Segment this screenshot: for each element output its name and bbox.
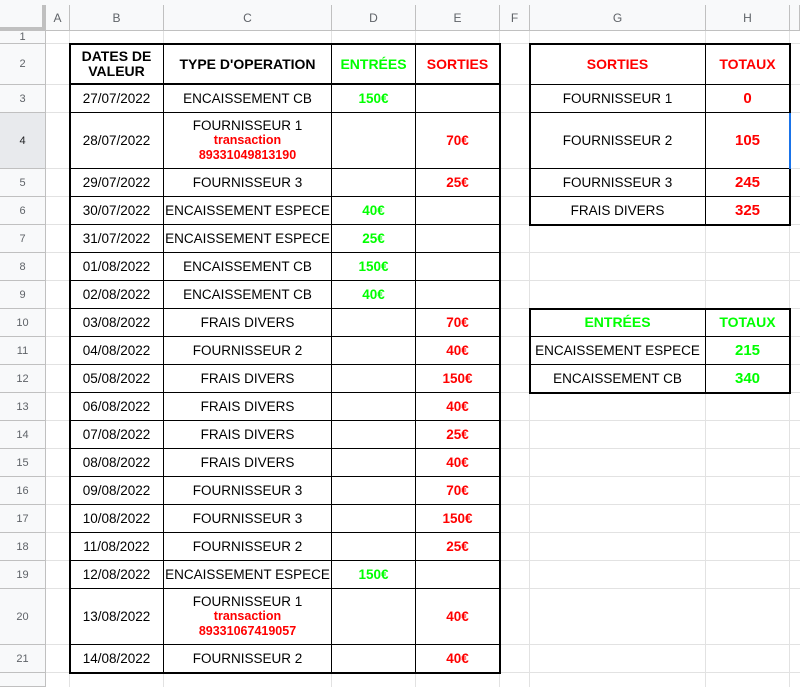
- entree-cell[interactable]: [332, 505, 416, 533]
- entrees-summary-total[interactable]: 215: [706, 337, 790, 365]
- date-cell[interactable]: 09/08/2022: [70, 477, 164, 505]
- sortie-cell[interactable]: [416, 225, 500, 253]
- row-header-19[interactable]: 19: [0, 561, 46, 589]
- row-header-2[interactable]: 2: [0, 44, 46, 85]
- date-cell[interactable]: 27/07/2022: [70, 85, 164, 113]
- row-header-5[interactable]: 5: [0, 169, 46, 197]
- sorties-summary-label[interactable]: FOURNISSEUR 2: [530, 113, 706, 169]
- sorties-summary-total[interactable]: 105: [706, 113, 790, 169]
- sortie-cell[interactable]: 25€: [416, 533, 500, 561]
- sorties-summary-header[interactable]: SORTIES: [530, 44, 706, 85]
- row-header-15[interactable]: 15: [0, 449, 46, 477]
- type-cell[interactable]: FOURNISSEUR 2: [164, 645, 332, 673]
- date-cell[interactable]: 28/07/2022: [70, 113, 164, 169]
- header-type-operation[interactable]: TYPE D'OPERATION: [164, 44, 332, 85]
- entree-cell[interactable]: 40€: [332, 197, 416, 225]
- sortie-cell[interactable]: [416, 561, 500, 589]
- type-cell[interactable]: ENCAISSEMENT CB: [164, 253, 332, 281]
- sortie-cell[interactable]: 70€: [416, 477, 500, 505]
- column-header-h[interactable]: H: [706, 5, 790, 31]
- type-cell[interactable]: ENCAISSEMENT CB: [164, 281, 332, 309]
- entree-cell[interactable]: 40€: [332, 281, 416, 309]
- entree-cell[interactable]: [332, 337, 416, 365]
- sortie-cell[interactable]: 25€: [416, 421, 500, 449]
- type-cell[interactable]: [164, 113, 332, 169]
- entrees-summary-label[interactable]: ENCAISSEMENT CB: [530, 365, 706, 393]
- entree-cell[interactable]: [332, 113, 416, 169]
- type-cell[interactable]: FRAIS DIVERS: [164, 365, 332, 393]
- select-all-corner[interactable]: [0, 5, 46, 31]
- date-cell[interactable]: 06/08/2022: [70, 393, 164, 421]
- column-header-c[interactable]: C: [164, 5, 332, 31]
- sorties-summary-label[interactable]: FRAIS DIVERS: [530, 197, 706, 225]
- date-cell[interactable]: 11/08/2022: [70, 533, 164, 561]
- date-cell[interactable]: 29/07/2022: [70, 169, 164, 197]
- type-cell[interactable]: ENCAISSEMENT ESPECE: [164, 561, 332, 589]
- date-cell[interactable]: 31/07/2022: [70, 225, 164, 253]
- type-cell[interactable]: FOURNISSEUR 3: [164, 169, 332, 197]
- date-cell[interactable]: 05/08/2022: [70, 365, 164, 393]
- row-header-13[interactable]: 13: [0, 393, 46, 421]
- sortie-cell[interactable]: 70€: [416, 113, 500, 169]
- date-cell[interactable]: 14/08/2022: [70, 645, 164, 673]
- entrees-summary-header[interactable]: ENTRÉES: [530, 309, 706, 337]
- entree-cell[interactable]: [332, 421, 416, 449]
- row-header-14[interactable]: 14: [0, 421, 46, 449]
- sortie-cell[interactable]: 40€: [416, 449, 500, 477]
- entree-cell[interactable]: [332, 449, 416, 477]
- entrees-summary-total[interactable]: 340: [706, 365, 790, 393]
- header-divider: [70, 83, 500, 85]
- type-cell[interactable]: FRAIS DIVERS: [164, 449, 332, 477]
- sorties-summary-total[interactable]: 245: [706, 169, 790, 197]
- type-cell[interactable]: FOURNISSEUR 3: [164, 505, 332, 533]
- type-cell[interactable]: FOURNISSEUR 3: [164, 477, 332, 505]
- type-cell[interactable]: ENCAISSEMENT ESPECE: [164, 197, 332, 225]
- type-cell[interactable]: FRAIS DIVERS: [164, 309, 332, 337]
- type-cell[interactable]: ENCAISSEMENT ESPECE: [164, 225, 332, 253]
- type-cell[interactable]: FOURNISSEUR 2: [164, 533, 332, 561]
- column-header-g[interactable]: G: [530, 5, 706, 31]
- entree-cell[interactable]: [332, 169, 416, 197]
- type-cell[interactable]: FOURNISSEUR 2: [164, 337, 332, 365]
- transaction-label: transaction: [213, 609, 282, 623]
- date-cell[interactable]: 07/08/2022: [70, 421, 164, 449]
- type-label: FOURNISSEUR 1: [192, 118, 303, 133]
- row-header-1[interactable]: 1: [0, 31, 46, 44]
- row-header-20[interactable]: 20: [0, 589, 46, 645]
- type-cell[interactable]: [164, 589, 332, 645]
- transaction-number: 89331067419057: [198, 624, 297, 638]
- type-cell[interactable]: FRAIS DIVERS: [164, 421, 332, 449]
- date-cell[interactable]: 12/08/2022: [70, 561, 164, 589]
- row-header-11[interactable]: 11: [0, 337, 46, 365]
- sorties-summary-label[interactable]: FOURNISSEUR 3: [530, 169, 706, 197]
- row-header-17[interactable]: 17: [0, 505, 46, 533]
- sorties-summary-total[interactable]: 0: [706, 85, 790, 113]
- date-cell[interactable]: 13/08/2022: [70, 589, 164, 645]
- sortie-cell[interactable]: 40€: [416, 393, 500, 421]
- entree-cell[interactable]: [332, 589, 416, 645]
- row-header-8[interactable]: 8: [0, 253, 46, 281]
- entree-cell[interactable]: 150€: [332, 561, 416, 589]
- entree-cell[interactable]: [332, 533, 416, 561]
- sortie-cell[interactable]: 150€: [416, 505, 500, 533]
- entrees-summary-label[interactable]: ENCAISSEMENT ESPECE: [530, 337, 706, 365]
- date-cell[interactable]: 03/08/2022: [70, 309, 164, 337]
- row-header-16[interactable]: 16: [0, 477, 46, 505]
- row-header-12[interactable]: 12: [0, 365, 46, 393]
- date-cell[interactable]: 10/08/2022: [70, 505, 164, 533]
- column-header-overflow[interactable]: [790, 5, 800, 31]
- row-header-10[interactable]: 10: [0, 309, 46, 337]
- row-header-overflow[interactable]: [0, 673, 46, 687]
- row-header-6[interactable]: 6: [0, 197, 46, 225]
- date-cell[interactable]: 30/07/2022: [70, 197, 164, 225]
- header-entrees[interactable]: ENTRÉES: [332, 44, 416, 85]
- sortie-cell[interactable]: 70€: [416, 309, 500, 337]
- row-header-7[interactable]: 7: [0, 225, 46, 253]
- entree-cell[interactable]: 150€: [332, 253, 416, 281]
- sortie-cell[interactable]: [416, 253, 500, 281]
- entree-cell[interactable]: 150€: [332, 85, 416, 113]
- column-header-e[interactable]: E: [416, 5, 500, 31]
- entree-cell[interactable]: [332, 309, 416, 337]
- sortie-cell[interactable]: 40€: [416, 337, 500, 365]
- sortie-cell[interactable]: 150€: [416, 365, 500, 393]
- date-cell[interactable]: 01/08/2022: [70, 253, 164, 281]
- type-cell[interactable]: FRAIS DIVERS: [164, 393, 332, 421]
- header-dates[interactable]: DATES DE VALEUR: [70, 44, 164, 85]
- date-cell[interactable]: 08/08/2022: [70, 449, 164, 477]
- sortie-cell[interactable]: 40€: [416, 589, 500, 645]
- entree-cell[interactable]: [332, 645, 416, 673]
- transaction-label: transaction: [213, 133, 282, 147]
- entree-cell[interactable]: [332, 393, 416, 421]
- column-header-b[interactable]: B: [70, 5, 164, 31]
- type-label: FOURNISSEUR 1: [192, 594, 303, 609]
- row-header-4[interactable]: 4: [0, 113, 46, 169]
- date-cell[interactable]: 04/08/2022: [70, 337, 164, 365]
- column-header-a[interactable]: A: [46, 5, 70, 31]
- date-cell[interactable]: 02/08/2022: [70, 281, 164, 309]
- row-header-18[interactable]: 18: [0, 533, 46, 561]
- sorties-summary-label[interactable]: FOURNISSEUR 1: [530, 85, 706, 113]
- sortie-cell[interactable]: 25€: [416, 169, 500, 197]
- column-header-d[interactable]: D: [332, 5, 416, 31]
- entree-cell[interactable]: 25€: [332, 225, 416, 253]
- active-cell-indicator: [789, 113, 800, 169]
- sorties-totaux-header[interactable]: TOTAUX: [706, 44, 790, 85]
- type-cell[interactable]: ENCAISSEMENT CB: [164, 85, 332, 113]
- entree-cell[interactable]: [332, 477, 416, 505]
- row-header-3[interactable]: 3: [0, 85, 46, 113]
- sortie-cell[interactable]: [416, 197, 500, 225]
- row-header-9[interactable]: 9: [0, 281, 46, 309]
- sortie-cell[interactable]: [416, 85, 500, 113]
- row-header-21[interactable]: 21: [0, 645, 46, 673]
- column-header-f[interactable]: F: [500, 5, 530, 31]
- transaction-number: 89331049813190: [198, 148, 297, 162]
- sorties-summary-total[interactable]: 325: [706, 197, 790, 225]
- header-sorties[interactable]: SORTIES: [416, 44, 500, 85]
- sortie-cell[interactable]: [416, 281, 500, 309]
- entree-cell[interactable]: [332, 365, 416, 393]
- entrees-totaux-header[interactable]: TOTAUX: [706, 309, 790, 337]
- sortie-cell[interactable]: 40€: [416, 645, 500, 673]
